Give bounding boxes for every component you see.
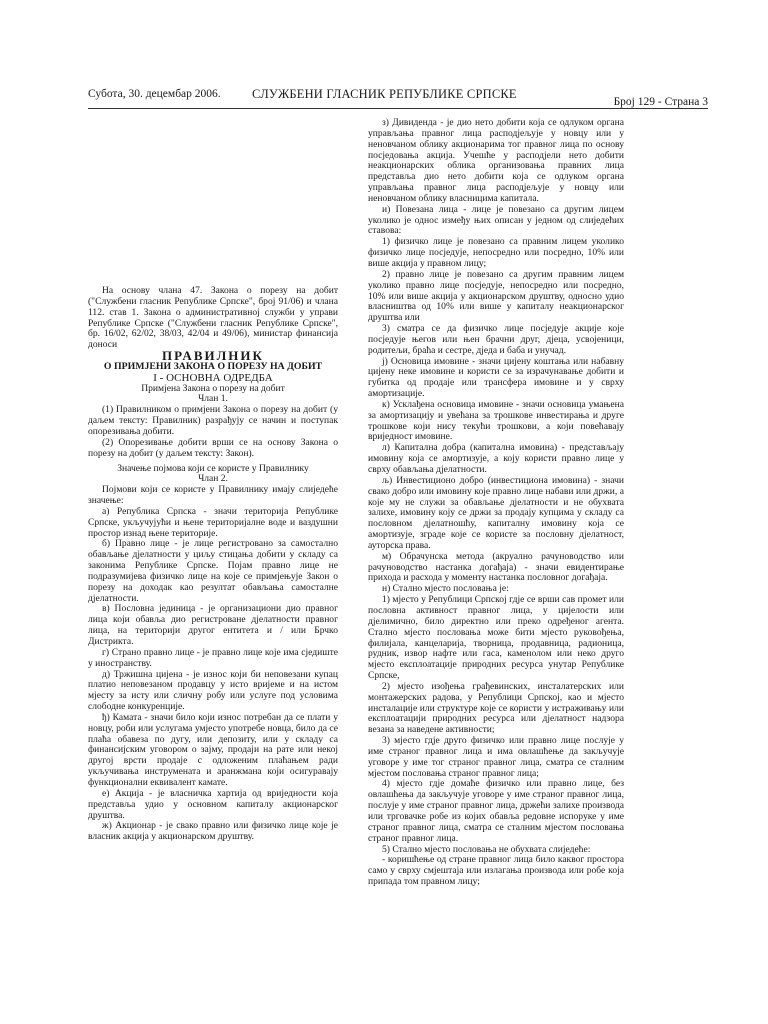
definition-item: а) Република Српска - значи територија Републике Српске, укључујући и њене територијалне воде и ваздушни простор изнад њене територије.	[88, 505, 338, 539]
definition-item: ј) Основица имовине - значи цијену коштања или набавну цијену неке имовине и користи се за израчунавање добити и губитка од продаје или трансфера имовине и у сврху амортизације.	[368, 355, 624, 400]
header-gazette-title: СЛУЖБЕНИ ГЛАСНИК РЕПУБЛИКЕ СРПСКЕ	[252, 87, 517, 101]
definition-item: љ) Инвестиционо добро (инвестициона имовина) - значи свако добро или имовину које правно лице набави или држи, а које му не служи за обављање дјелатности и не обухвата залихе, имовину коју се држи за продају купцима у складу са пословном дјелатношћу, капиталну имовину која се амортизује, зграде које се користе за пословну дјелатност, ауторска права.	[368, 474, 624, 551]
left-column	[88, 116, 338, 1024]
definition-subitem: - коришћење од стране правног лица било каквог простора само у сврху смјештаја или излагања производа или робе која припада том правном лицу;	[368, 854, 624, 888]
header-issue-page: Број 129 - Страна 3	[613, 96, 708, 108]
definition-item: з) Дивиденда - је дио нето добити која се одлуком органа управљања правног лица расподјељује у новцу или у неновчаном облику акционарима тог правног лица по основу посједовања акција. Учешће у расподјели нето добити неакционарских облика организовања правних лица представља дио нето добити која се одлуком органа управљања правног лица расподјељује у новцу или неновчаном облику власницима капитала.	[368, 117, 624, 204]
definition-subitem: 2) мјесто изођења грађевинских, инсталатерских или монтажерских радова, у Републици Српској, као и мјесто инсталације или структуре које се користи у истраживању или експлоатацији природних ресурса или дјелатност надзора везана за наведене активности;	[368, 680, 624, 736]
article-2-heading: Значење појмова који се користе у Правилнику	[117, 462, 309, 474]
article-1-heading: Примјена Закона о порезу на добит	[141, 382, 285, 394]
article-1-number: Члан 1.	[198, 393, 228, 405]
definition-item: в) Пословна јединица - је организациони дио правног лица који обавља дио регистроване дјелатности правног лица, на територији другог ентитета и / или Брчко Дистрикта.	[88, 603, 338, 647]
definition-subitem: 1) мјесто у Републици Српској гдје се врши сав промет или пословна активност правног лица, у цијелости или дјелимично, било директно или преко одређеног агента. Стално мјесто пословања може бити мјесто руковођења, филијала, канцеларија, творница, продавница, радионица, рудник, извор нафте или гаса, каменолом или неко друго мјесто експлоатације природних ресурса унутар Републике Српске,	[368, 594, 624, 682]
definition-subitem: 3) сматра се да физичко лице посједује акције које посједује његов или њен брачни друг, дјеца, усвојеници, родитељи, браћа и сестре, дједа и баба и унучад.	[368, 323, 624, 356]
definition-subitem: 2) правно лице је повезано са другим правним лицем уколико правно лице посједује, непосредно или посредно, 10% или више акција у акционарском друштву, односно удио власништва од 10% или више у капиталу неакционарског друштва или	[368, 268, 624, 324]
definition-item: л) Капитална добра (капитална имовина) - представљају имовину која се амортизује, а коју користи правно лице у сврху обављања дјелатности.	[368, 442, 624, 475]
article-2-number: Члан 2.	[198, 473, 228, 485]
page-header	[88, 86, 708, 109]
paragraph: (1) Правилником о примјени Закона о порезу на добит (у даљем тексту: Правилник) разрађују се начин и поступак опорезивања добити.	[88, 404, 338, 437]
definition-item: к) Усклађена основица имовине - значи основица умањена за амортизацију и увећана за трошкове инвестирања и друге трошкове који нису текући трошкови, а који повећавају вриједност имовине.	[368, 398, 624, 443]
definition-subitem: 5) Стално мјесто пословања не обухвата слиједеће:	[382, 843, 591, 855]
document-subtitle: О ПРИМЈЕНИ ЗАКОНА О ПОРЕЗУ НА ДОБИТ	[103, 360, 323, 372]
definition-item: и) Повезана лица - лице је повезано са другим лицем уколико је однос између њих описан у једном од слиједећих ставова:	[368, 203, 624, 237]
definition-item: е) Акција - је власничка хартија од вриједности која представља удио у основном капиталу акционарског друштва.	[88, 787, 338, 821]
definition-item: б) Правно лице - је лице регистровано за самостално обављање дјелатности у циљу стицања добити у складу са законима Републике Српске. Појам правно лице не подразумијева физичко лице на које се примјењује Закон о порезу на доходак као резултат обављања самосталне дјелатности.	[88, 538, 338, 604]
paragraph: Појмови који се користе у Правилнику имају слиједеће значење:	[88, 484, 338, 507]
definition-subitem: 3) мјесто гдје друго физичко или правно лице послује у име страног правног лица и има овлашћење да закључује уговоре у име тог страног правног лица, сматра се сталним мјестом пословања страног правног лица;	[368, 735, 624, 779]
header-date: Субота, 30. децембар 2006.	[88, 88, 221, 100]
definition-item: ђ) Камата - значи било који износ потребан да се плати у новцу, роби или услугама умјесто употребе новца, било да се плаћа обавеза по дугу, или депозиту, или у складу са финансијским уговором о зајму, продаји на рате или некој другој врсти продаје с одложеним плаћањем ради укључивања инструмената и аранжмана који осигуравају функционални еквивалент камате.	[88, 711, 338, 788]
definition-subitem: 4) мјесто гдје домаће физичко или правно лице, без овлашћења да закључује уговоре у име страног правног лица, послује у име страног правног лица, држећи залихе производа или трговачке робе из којих обавља редовне испоруке у име страног правног лица, сматра се сталним мјестом пословања страног правног лица.	[368, 778, 624, 844]
right-column	[368, 118, 624, 1024]
document-title: ПРАВИЛНИК	[162, 348, 264, 364]
definition-item: г) Страно правно лице - је правно лице које има сједиште у иностранству.	[88, 646, 338, 669]
left-column-blank-space	[88, 116, 338, 286]
definition-item: м) Обрачунска метода (акруално рачуноводство или рачуноводство настанка догађаја) - значи евидентирање прихода и расхода у моменту настанка пословног догађаја.	[368, 550, 624, 584]
preamble: На основу члана 47. Закона о порезу на добит ("Службени гласник Републике Српске", број 91/06) и члана 112. став 1. Закона о административној служби у управи Републике Српске ("Службени гласник Републике Српске", бр. 16/02, 62/02, 38/03, 42/04 и 49/06), министар финансија доноси	[88, 285, 338, 351]
definition-item: н) Стално мјесто пословања је:	[382, 583, 509, 595]
definition-item: д) Тржишна цијена - је износ који би неповезани купац платио неповезаном продавцу у исто вријеме и на истом мјесту за исту или сличну робу или услуге под условима слободне конкуренције.	[88, 668, 338, 713]
paragraph: (2) Опорезивање добити врши се на основу Закона о порезу на добит (у даљем тексту: Закон).	[88, 436, 338, 459]
definition-subitem: 1) физичко лице је повезано са правним лицем уколико физичко лице посједује, непосредно или посредно, 10% или више акција у правном лицу;	[368, 236, 624, 269]
definition-item: ж) Акционар - је свако правно или физичко лице које је власник акција у акционарском друштву.	[88, 820, 338, 843]
section-heading: I - ОСНОВНА ОДРЕДБА	[153, 371, 273, 384]
